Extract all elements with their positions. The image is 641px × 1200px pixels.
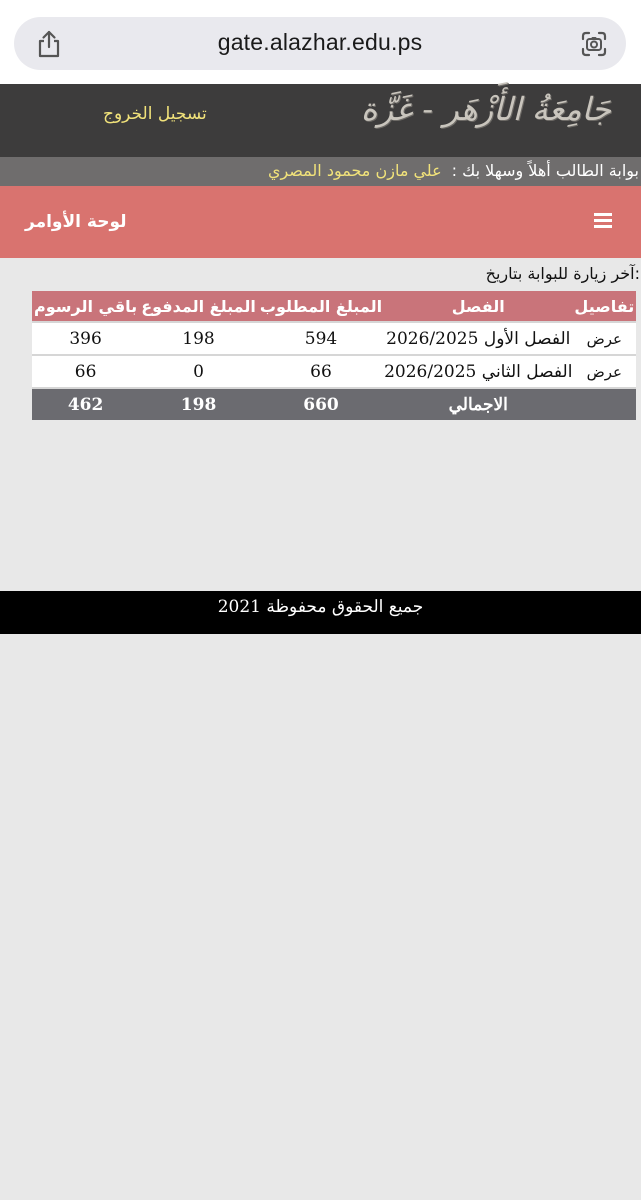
paid-amount-cell: 0 — [139, 355, 258, 388]
last-visit-label: :آخر زيارة للبوابة بتاريخ — [485, 264, 640, 283]
footer — [0, 591, 641, 634]
total-row — [32, 388, 636, 420]
remaining-fees-cell: 396 — [32, 322, 139, 355]
table-header-row — [32, 291, 636, 322]
term-cell: الفصل الأول 2026/2025 — [384, 322, 572, 355]
paid-amount-cell: 198 — [139, 322, 258, 355]
required-amount-cell: 66 — [258, 355, 384, 388]
header-paid-amount: المبلغ المدفوع — [139, 291, 258, 322]
url-text[interactable]: gate.alazhar.edu.ps — [217, 29, 423, 55]
total-required-amount: 660 — [258, 388, 384, 420]
required-amount-cell: 594 — [258, 322, 384, 355]
total-label: الاجمالي — [384, 388, 572, 420]
header-details: تفاصيل — [572, 291, 636, 322]
total-empty-cell — [572, 388, 636, 420]
table-row — [32, 355, 636, 388]
hamburger-icon[interactable] — [594, 213, 612, 229]
student-name: علي مازن محمود المصري — [267, 161, 442, 180]
term-cell: الفصل الثاني 2026/2025 — [384, 355, 572, 388]
copyright-text: جميع الحقوق محفوظة 2021 — [217, 597, 424, 617]
camera-search-icon[interactable] — [580, 30, 608, 58]
total-remaining-fees: 462 — [32, 388, 139, 420]
logout-link[interactable]: تسجيل الخروج — [103, 104, 207, 124]
view-details-link[interactable]: عرض — [586, 362, 623, 381]
table-row — [32, 322, 636, 355]
header-term: الفصل — [384, 291, 572, 322]
welcome-greeting: بوابة الطالب أهلاً وسهلا بك : — [451, 161, 639, 180]
welcome-text — [268, 161, 639, 180]
view-details-link[interactable]: عرض — [586, 329, 623, 348]
fees-table — [32, 291, 636, 420]
command-panel-title[interactable]: لوحة الأوامر — [25, 212, 127, 232]
browser-toolbar — [0, 0, 641, 84]
welcome-bar — [0, 157, 641, 186]
site-header — [0, 84, 641, 157]
remaining-fees-cell: 66 — [32, 355, 139, 388]
header-remaining-fees: باقي الرسوم — [32, 291, 139, 322]
address-bar[interactable] — [14, 17, 626, 70]
total-paid-amount: 198 — [139, 388, 258, 420]
university-logo[interactable]: جَامِعَةُ الأَزْهَر - غَزَّة — [360, 90, 611, 128]
header-required-amount: المبلغ المطلوب — [258, 291, 384, 322]
